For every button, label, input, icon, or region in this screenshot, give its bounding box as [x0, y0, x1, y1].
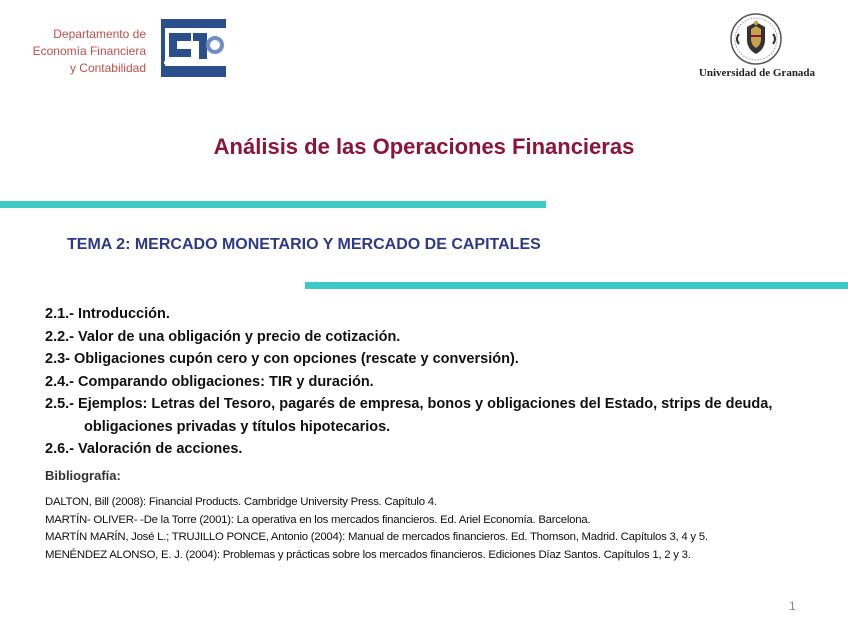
bibliography-entry: MENÉNDEZ ALONSO, E. J. (2004): Problemas y prácticas sobre los mercados financieros. Ediciones Díaz Santos. Capítulos 1, 2 y 3.: [45, 548, 691, 561]
bibliography-entry: MARTÍN MARÍN, José L.; TRUJILLO PONCE, Antonio (2004): Manual de mercados financieros. Ed. Thomson, Madrid. Capítulos 3, 4 y 5.: [45, 531, 708, 544]
department-line: y Contabilidad: [69, 61, 146, 75]
topic-subtitle: TEMA 2: MERCADO MONETARIO Y MERCADO DE CAPITALES: [67, 236, 541, 253]
outline-item: 2.3- Obligaciones cupón cero y con opciones (rescate y conversión).: [45, 351, 519, 367]
bibliography-entry: DALTON, Bill (2008): Financial Products. Cambridge University Press. Capítulo 4.: [45, 496, 437, 508]
department-logo: [161, 19, 226, 77]
bibliography-heading: Bibliografía:: [45, 468, 121, 483]
university-seal: [727, 12, 785, 66]
accent-bar-top: [0, 201, 546, 208]
department-line: Departamento de: [53, 27, 146, 41]
outline-item: 2.1.- Introducción.: [45, 306, 170, 322]
department-name: [10, 26, 146, 77]
page-number: 1: [789, 599, 796, 613]
presentation-title: Análisis de las Operaciones Financieras: [213, 134, 635, 159]
department-line: Economía Financiera: [32, 44, 146, 58]
topic-outline: [45, 303, 825, 461]
outline-item: 2.2.- Valor de una obligación y precio de cotización.: [45, 328, 401, 345]
bibliography-entry: MARTÍN- OLIVER- -De la Torre (2001): La operativa en los mercados financieros. Ed. Ariel Economía. Barcelona.: [45, 513, 591, 526]
accent-bar-bottom: [305, 282, 848, 289]
outline-item: 2.5.- Ejemplos: Letras del Tesoro, pagarés de empresa, bonos y obligaciones del Estado, strips de deuda, obligaciones privadas y títulos hipotecarios.: [45, 396, 773, 435]
outline-item: 2.4.- Comparando obligaciones: TIR y duración.: [45, 373, 374, 390]
bibliography-list: [45, 494, 840, 564]
outline-item: 2.6.- Valoración de acciones.: [45, 441, 243, 457]
university-name: Universidad de Granada: [698, 67, 816, 79]
